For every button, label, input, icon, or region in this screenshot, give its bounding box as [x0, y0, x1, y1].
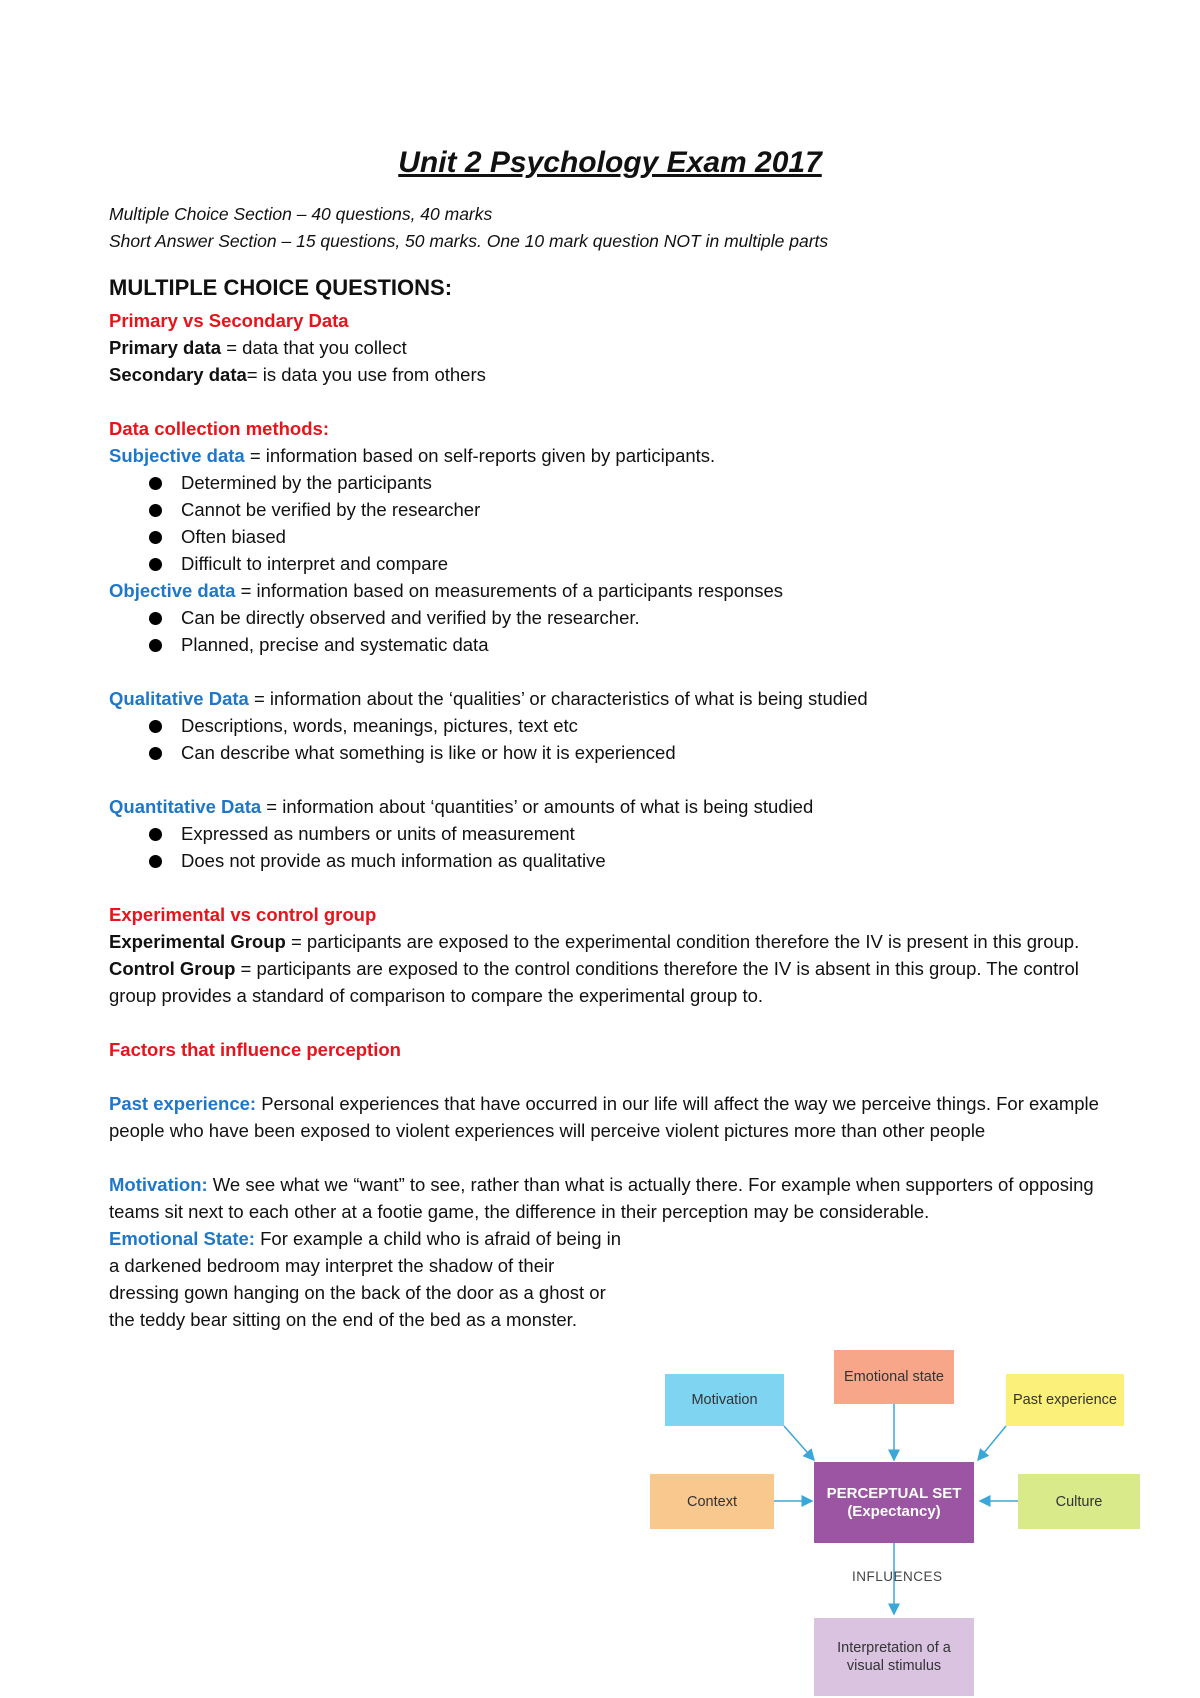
list-item: Can be directly observed and verified by the researcher.: [149, 604, 1099, 631]
box-context: Context: [650, 1474, 774, 1529]
objective-list: [109, 604, 1099, 658]
arrow-past-experience: [978, 1426, 1006, 1460]
quantitative-data-line: [109, 793, 1099, 820]
emotional-state-line: [109, 1225, 629, 1333]
document-body: [109, 145, 1099, 1333]
box-culture: Culture: [1018, 1474, 1140, 1529]
definition: = data that you collect: [221, 337, 407, 358]
perceptual-set-diagram: [648, 1350, 1142, 1696]
heading-groups: Experimental vs control group: [109, 904, 377, 925]
definition: = participants are exposed to the experimental condition therefore the IV is present in this group.: [285, 931, 1080, 952]
box-perceptual-set: PERCEPTUAL SET (Expectancy): [814, 1462, 974, 1543]
qualitative-list: [109, 712, 1099, 766]
bullet-icon: [149, 720, 162, 733]
term: Objective data: [109, 580, 236, 601]
bullet-icon: [149, 747, 162, 760]
heading-perception: Factors that influence perception: [109, 1039, 401, 1060]
term: Secondary data: [109, 364, 247, 385]
objective-data-line: [109, 577, 1099, 604]
bullet-icon: [149, 639, 162, 652]
arrow-motivation: [784, 1426, 814, 1460]
definition: = information about ‘quantities’ or amounts of what is being studied: [261, 796, 814, 817]
subjective-data-line: [109, 442, 1099, 469]
definition: We see what we “want” to see, rather than what is actually there. For example when supporters of opposing teams sit next to each other at a footie game, the difference in their perception may be considerable.: [109, 1174, 1094, 1222]
list-item: Difficult to interpret and compare: [149, 550, 1099, 577]
label-influences: INFLUENCES: [852, 1569, 943, 1584]
definition: = information based on measurements of a participants responses: [235, 580, 784, 601]
bullet-icon: [149, 558, 162, 571]
bullet-icon: [149, 855, 162, 868]
bullet-icon: [149, 531, 162, 544]
definition: = participants are exposed to the control conditions therefore the IV is absent in this group. The control group provides a standard of comparison to compare the experimental group to.: [109, 958, 1079, 1006]
term: Experimental Group: [109, 931, 286, 952]
definition: Personal experiences that have occurred in our life will affect the way we perceive things. For example people who have been exposed to violent experiences will perceive violent pictures more than other people: [109, 1093, 1099, 1141]
term: Past experience:: [109, 1093, 257, 1114]
experimental-group-line: [109, 928, 1099, 955]
heading-data-collection: Data collection methods:: [109, 418, 329, 439]
term: Motivation:: [109, 1174, 208, 1195]
qualitative-data-line: [109, 685, 1099, 712]
motivation-line: [109, 1171, 1099, 1225]
box-emotional-state: Emotional state: [834, 1350, 954, 1404]
term: Emotional State:: [109, 1228, 255, 1249]
definition: = is data you use from others: [246, 364, 486, 385]
box-past-experience: Past experience: [1006, 1374, 1124, 1426]
list-item: Expressed as numbers or units of measurement: [149, 820, 1099, 847]
list-item: Determined by the participants: [149, 469, 1099, 496]
subjective-list: [109, 469, 1099, 577]
bullet-icon: [149, 828, 162, 841]
term: Quantitative Data: [109, 796, 262, 817]
list-item: Does not provide as much information as qualitative: [149, 847, 1099, 874]
bullet-icon: [149, 477, 162, 490]
term: Qualitative Data: [109, 688, 249, 709]
list-item: Often biased: [149, 523, 1099, 550]
primary-data-line: [109, 334, 1099, 361]
meta-line: Short Answer Section – 15 questions, 50 marks. One 10 mark question NOT in multiple parts: [109, 231, 829, 251]
definition: = information based on self-reports given by participants.: [244, 445, 716, 466]
definition: For example a child who is afraid of being in a darkened bedroom may interpret the shadow of their dressing gown hanging on the back of the door as a ghost or the teddy bear sitting on the end of the bed as a monster.: [109, 1228, 622, 1330]
control-group-line: [109, 955, 1099, 1009]
quantitative-list: [109, 820, 1099, 874]
list-item: Planned, precise and systematic data: [149, 631, 1099, 658]
exam-meta: [109, 201, 1099, 255]
definition: = information about the ‘qualities’ or characteristics of what is being studied: [248, 688, 868, 709]
section-heading-mcq: MULTIPLE CHOICE QUESTIONS:: [109, 275, 453, 300]
term: Control Group: [109, 958, 236, 979]
secondary-data-line: [109, 361, 1099, 388]
bullet-icon: [149, 504, 162, 517]
list-item: Can describe what something is like or how it is experienced: [149, 739, 1099, 766]
meta-line: Multiple Choice Section – 40 questions, 40 marks: [109, 204, 493, 224]
term: Primary data: [109, 337, 222, 358]
list-item: Cannot be verified by the researcher: [149, 496, 1099, 523]
bullet-icon: [149, 612, 162, 625]
box-interpretation: Interpretation of a visual stimulus: [814, 1618, 974, 1696]
term: Subjective data: [109, 445, 245, 466]
page-title: Unit 2 Psychology Exam 2017: [398, 146, 822, 179]
box-motivation: Motivation: [665, 1374, 784, 1426]
list-item: Descriptions, words, meanings, pictures, text etc: [149, 712, 1099, 739]
past-experience-line: [109, 1090, 1099, 1144]
heading-primary-secondary: Primary vs Secondary Data: [109, 310, 349, 331]
